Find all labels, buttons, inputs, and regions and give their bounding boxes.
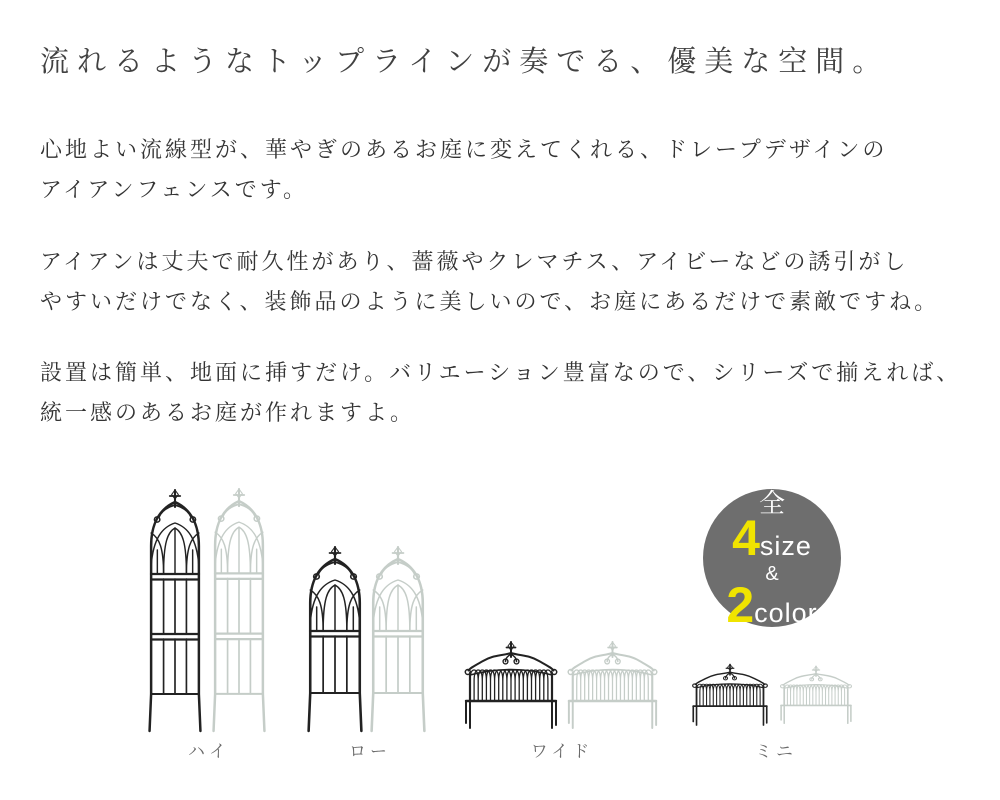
fence-low-green-illustration (370, 545, 426, 733)
all-variations-badge (703, 487, 841, 633)
size-label-mini: ミニ (755, 742, 797, 761)
fence-high-green-illustration (212, 487, 266, 733)
paragraph-line: 統一感のあるお庭が作れますよ。 (40, 400, 416, 425)
fence-wide-black-illustration (462, 640, 560, 732)
fence-mini-black-illustration (690, 663, 770, 728)
intro-paragraph (40, 130, 887, 210)
paragraph-line: 心地よい流線型が、華やぎのあるお庭に変えてくれる、ドレープデザインの (40, 137, 888, 162)
paragraph-line: やすいだけでなく、装飾品のように美しいので、お庭にあるだけで素敵ですね。 (40, 289, 940, 314)
size-label-low: ロー (349, 742, 391, 761)
size-label-high: ハイ (188, 742, 230, 761)
fence-high-black-illustration (148, 488, 202, 733)
badge-ampersand: & (765, 562, 779, 585)
badge-color-row (726, 576, 818, 633)
paragraph-line: 設置は簡単、地面に挿すだけ。バリエーション豊富なので、シリーズで揃えれば、 (40, 360, 962, 385)
badge-size-word: size (759, 530, 812, 561)
setup-paragraph (40, 353, 961, 433)
badge-size-count: 4 (732, 509, 760, 566)
badge-all-text: 全 (758, 487, 785, 518)
paragraph-line: アイアンフェンスです。 (40, 177, 308, 202)
durability-paragraph (40, 242, 939, 322)
badge-color-count: 2 (726, 576, 755, 633)
badge-size-row (732, 509, 812, 566)
paragraph-line: アイアンは丈夫で耐久性があり、薔薇やクレマチス、アイビーなどの誘引がし (40, 249, 909, 274)
fence-mini-green-illustration (778, 665, 854, 726)
size-label-wide: ワイド (530, 742, 594, 761)
fence-wide-green-illustration (565, 640, 660, 732)
page-title: 流れるようなトップラインが奏でる、優美な空間。 (40, 46, 890, 78)
fence-low-black-illustration (307, 545, 363, 733)
badge-color-word: color (754, 597, 818, 628)
